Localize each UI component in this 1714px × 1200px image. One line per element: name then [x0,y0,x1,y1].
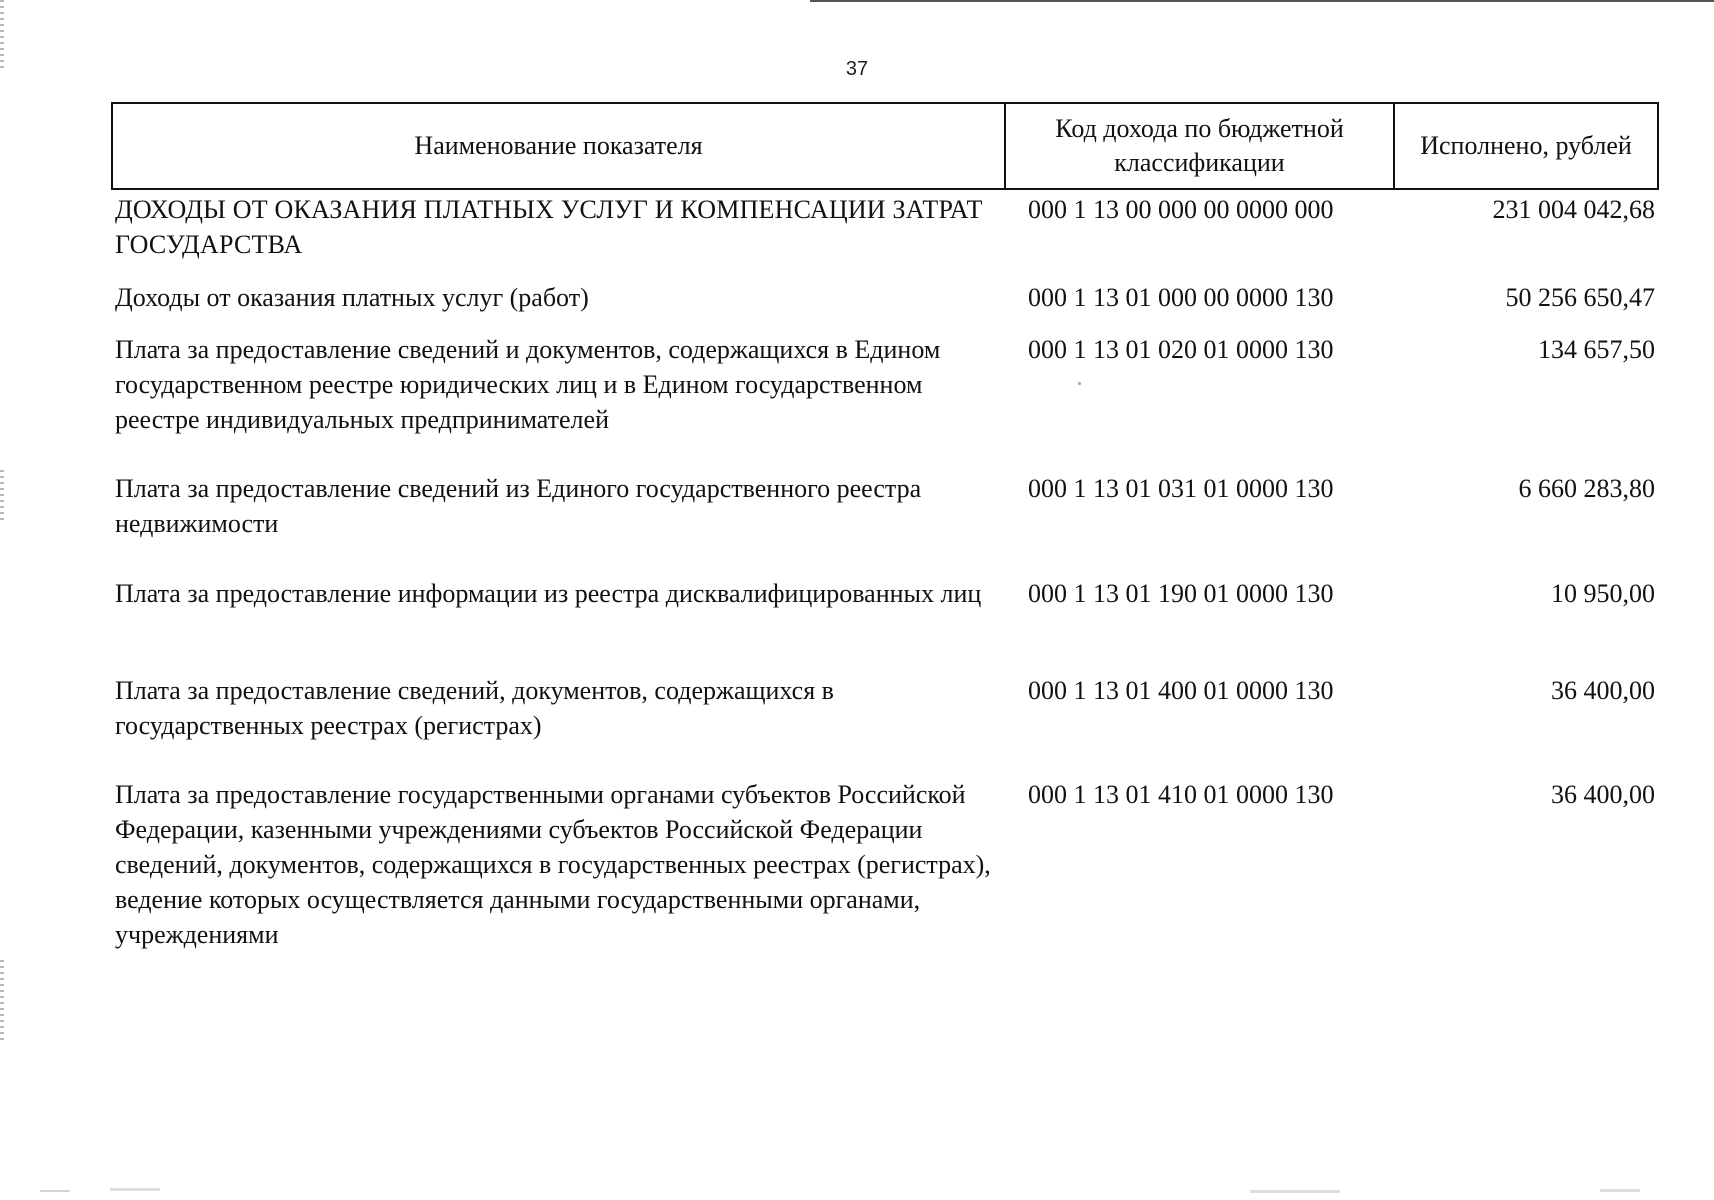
top-rule [810,0,1714,2]
row-amount: 36 400,00 [1551,676,1655,705]
row-amount: 134 657,50 [1538,335,1655,364]
table-header [111,102,1659,190]
row-name: Плата за предоставление сведений и документов, содержащихся в Едином государственном реестре юридических лиц и в Едином государственном реестре индивидуальных предпринимателей [115,335,941,434]
row-name: Плата за предоставление информации из реестра дисквалифицированных лиц [115,579,982,608]
row-code: 000 1 13 01 400 01 0000 130 [1028,676,1334,705]
row-name: ДОХОДЫ ОТ ОКАЗАНИЯ ПЛАТНЫХ УСЛУГ И КОМПЕНСАЦИИ ЗАТРАТ ГОСУДАРСТВА [115,195,983,259]
row-name: Плата за предоставление сведений, документов, содержащихся в государственных реестрах (регистрах) [115,676,834,740]
row-code: 000 1 13 01 190 01 0000 130 [1028,579,1334,608]
scan-speck [1250,1190,1340,1193]
row-code: 000 1 13 01 410 01 0000 130 [1028,780,1334,809]
scan-speck [110,1188,160,1191]
row-amount: 6 660 283,80 [1518,474,1655,503]
header-amount: Исполнено, рублей [1420,131,1632,160]
row-amount: 10 950,00 [1551,579,1655,608]
scan-speck [40,1190,70,1192]
row-amount: 231 004 042,68 [1492,195,1655,224]
header-code: Код дохода по бюджетной классификации [1006,104,1395,188]
row-code: 000 1 13 00 000 00 0000 000 [1028,195,1334,224]
row-name: Доходы от оказания платных услуг (работ) [115,283,589,312]
page-number: 37 [845,58,869,80]
row-amount: 50 256 650,47 [1505,283,1655,312]
row-code: 000 1 13 01 031 01 0000 130 [1028,474,1334,503]
header-name: Наименование показателя [113,104,1006,188]
row-amount: 36 400,00 [1551,780,1655,809]
scan-edge-mark [0,470,4,520]
row-name: Плата за предоставление государственными органами субъектов Российской Федерации, казенными учреждениями субъектов Российской Федерации сведений, документов, содержащихся в государственных реестрах (регистрах), ведение которых осуществляется данными государственными органами, учреждениями [115,780,991,949]
row-code: 000 1 13 01 000 00 0000 130 [1028,283,1334,312]
row-code: 000 1 13 01 020 01 0000 130 [1028,335,1334,364]
row-name: Плата за предоставление сведений из Единого государственного реестра недвижимости [115,474,922,538]
scan-edge-mark [0,960,4,1040]
scan-speck [1600,1189,1640,1192]
scan-speck [1078,382,1081,385]
